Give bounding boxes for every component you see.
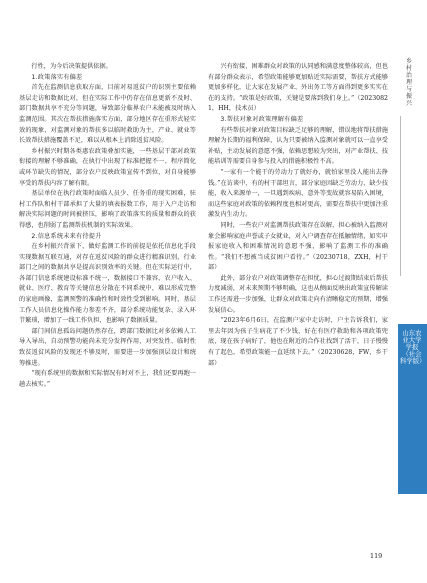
right-paragraph-3: “一家有一个能干的劳动力了就好办，就怕家里没人能出去挣钱。”在访谈中，有的村干部坦言，部分家庭因缺乏劳动力、缺少技能，收入来源单一，一旦遇到疾病、意外等变故就容易陷入困境，而这些家庭对政策的依赖程度也相对更高，需要在帮扶中更加注重激发内生动力。 [208, 168, 388, 219]
right-heading-1: 3.帮扶对象对政策理解有偏差 [220, 115, 304, 123]
left-paragraph-6: 部门间信息孤岛问题仍然存在，跨部门数据比对多依赖人工导入导出，自动预警功能尚未充分发挥作用，对突发性、临时性致贫返贫风险的发现还不够及时，需要进一步加强顶层设计和统筹推进。 [19, 327, 196, 367]
right-paragraph-4: 同时，一些农户对监测帮扶政策存在误解，担心被纳入监测对象会影响家庭声誉或子女就业，对入户调查存在抵触情绪，如实申报家庭收入和困难情况的意愿不强，影响了监测工作的准确性。“我们不想被当成贫困户看待。”（20230718，ZXH，村干部） [208, 221, 388, 272]
left-text-column [19, 62, 196, 390]
page-number: 119 [370, 552, 383, 560]
right-text-column [208, 62, 388, 369]
right-paragraph-1: 兴有衔接，困难群众对政策的认同感和满意度整体较高，但也有部分群众表示，希望政策能够更加贴近实际需要，帮扶方式能够更加多样化，让大家在发展产业、外出务工等方面得到更多实实在在的支持。“政策是好政策，关键是要落到我们身上。”（20230821，HH，技术员） [208, 63, 388, 113]
left-paragraph-4: 基层单位在执行政策时面临人员少、任务重的现实困难，驻村工作队和村干部承担了大量的填表报数工作，用于入户走访和解决实际问题的时间被挤压，影响了政策落实的质量和群众的获得感，也削弱了监测帮扶机制的实际效果。 [19, 190, 196, 229]
left-paragraph-2: 首先在监测信息获取方面，目前对易返贫户的识别主要依赖基层走访和数据比对，但在实际工作中仍存在信息更新不及时、部门数据共享不充分等问题，导致部分临界农户未能被及时纳入监测范围。其次在帮扶措施落实方面，部分地区存在重形式轻实效的现象，对监测对象的帮扶多以临时救助为主，产业、就业等长效帮扶措施覆盖不足，难以从根本上消除返贫风险。 [19, 84, 196, 145]
left-paragraph-3: 乡村振兴时期各类惠农政策叠加实施，一些基层干部对政策衔接的理解不够准确，在执行中出现了标准把握不一、程序简化或环节缺失的情况，部分农户反映政策宣传不到位，对自身能够享受的帮扶内容了解有限。 [19, 147, 196, 187]
left-paragraph-7: “现有系统里的数据和实际情况有时对不上，我们还要再跑一趟去核实。” [19, 370, 196, 388]
left-heading-1: 1.政策落实有偏差 [31, 73, 83, 81]
journal-name: 山东农业大学学报（社会科学版） [400, 329, 426, 366]
left-paragraph-5: 在乡村振兴背景下，做好监测工作的前提是依托信息化手段实现数据互联互通，对存在返贫风险的群众进行精准识别，行业部门之间的数据共享是提高识别效率的关键。但在实际运行中，各部门信息系统建设标准不统一，数据接口不兼容，农户收入、就业、医疗、教育等关键信息分散在不同系统中，难以形成完整的家庭画像，监测预警的准确性和时效性受到影响。同时，基层工作人员信息化操作能力参差不齐，部分系统功能复杂、录入环节繁琐，增加了一线工作负担，也影响了数据质量。 [19, 243, 196, 325]
left-heading-2: 2.信息系统未来有待提升 [31, 232, 102, 240]
right-paragraph-5: 此外，部分农户对政策调整存在担忧，担心过渡期结束后帮扶力度减弱，对未来预期不够明确，这也从侧面反映出政策宣传解读工作还需进一步加强，让群众对政策走向有清晰稳定的预期，增强发展信心。 [208, 274, 388, 314]
right-paragraph-6: “2023年6月6日，在监测户家中走访时，户主告诉我们，家里去年因为孩子生病花了不少钱，好在有医疗救助和各项政策兜底，现在孩子病好了，他也在附近的合作社找到了活干，日子慢慢有了起色，希望政策能一直延续下去。”（20230628，FW，乡干部） [208, 317, 388, 367]
running-header-side: 乡村治理与振兴 [405, 58, 412, 107]
side-divider [400, 116, 401, 276]
right-paragraph-2: 有些帮扶对象对政策目标缺乏足够的理解，错误地将帮扶措施理解为长期的福利保障，认为只要被纳入监测对象就可以一直享受补贴，主动发展的意愿不强，依赖思想较为突出，对产业帮扶、技能培训等需要自身参与投入的措施积极性不高。 [208, 126, 388, 166]
left-paragraph-1: 行性，为今后决策提供依据。 [31, 63, 112, 70]
